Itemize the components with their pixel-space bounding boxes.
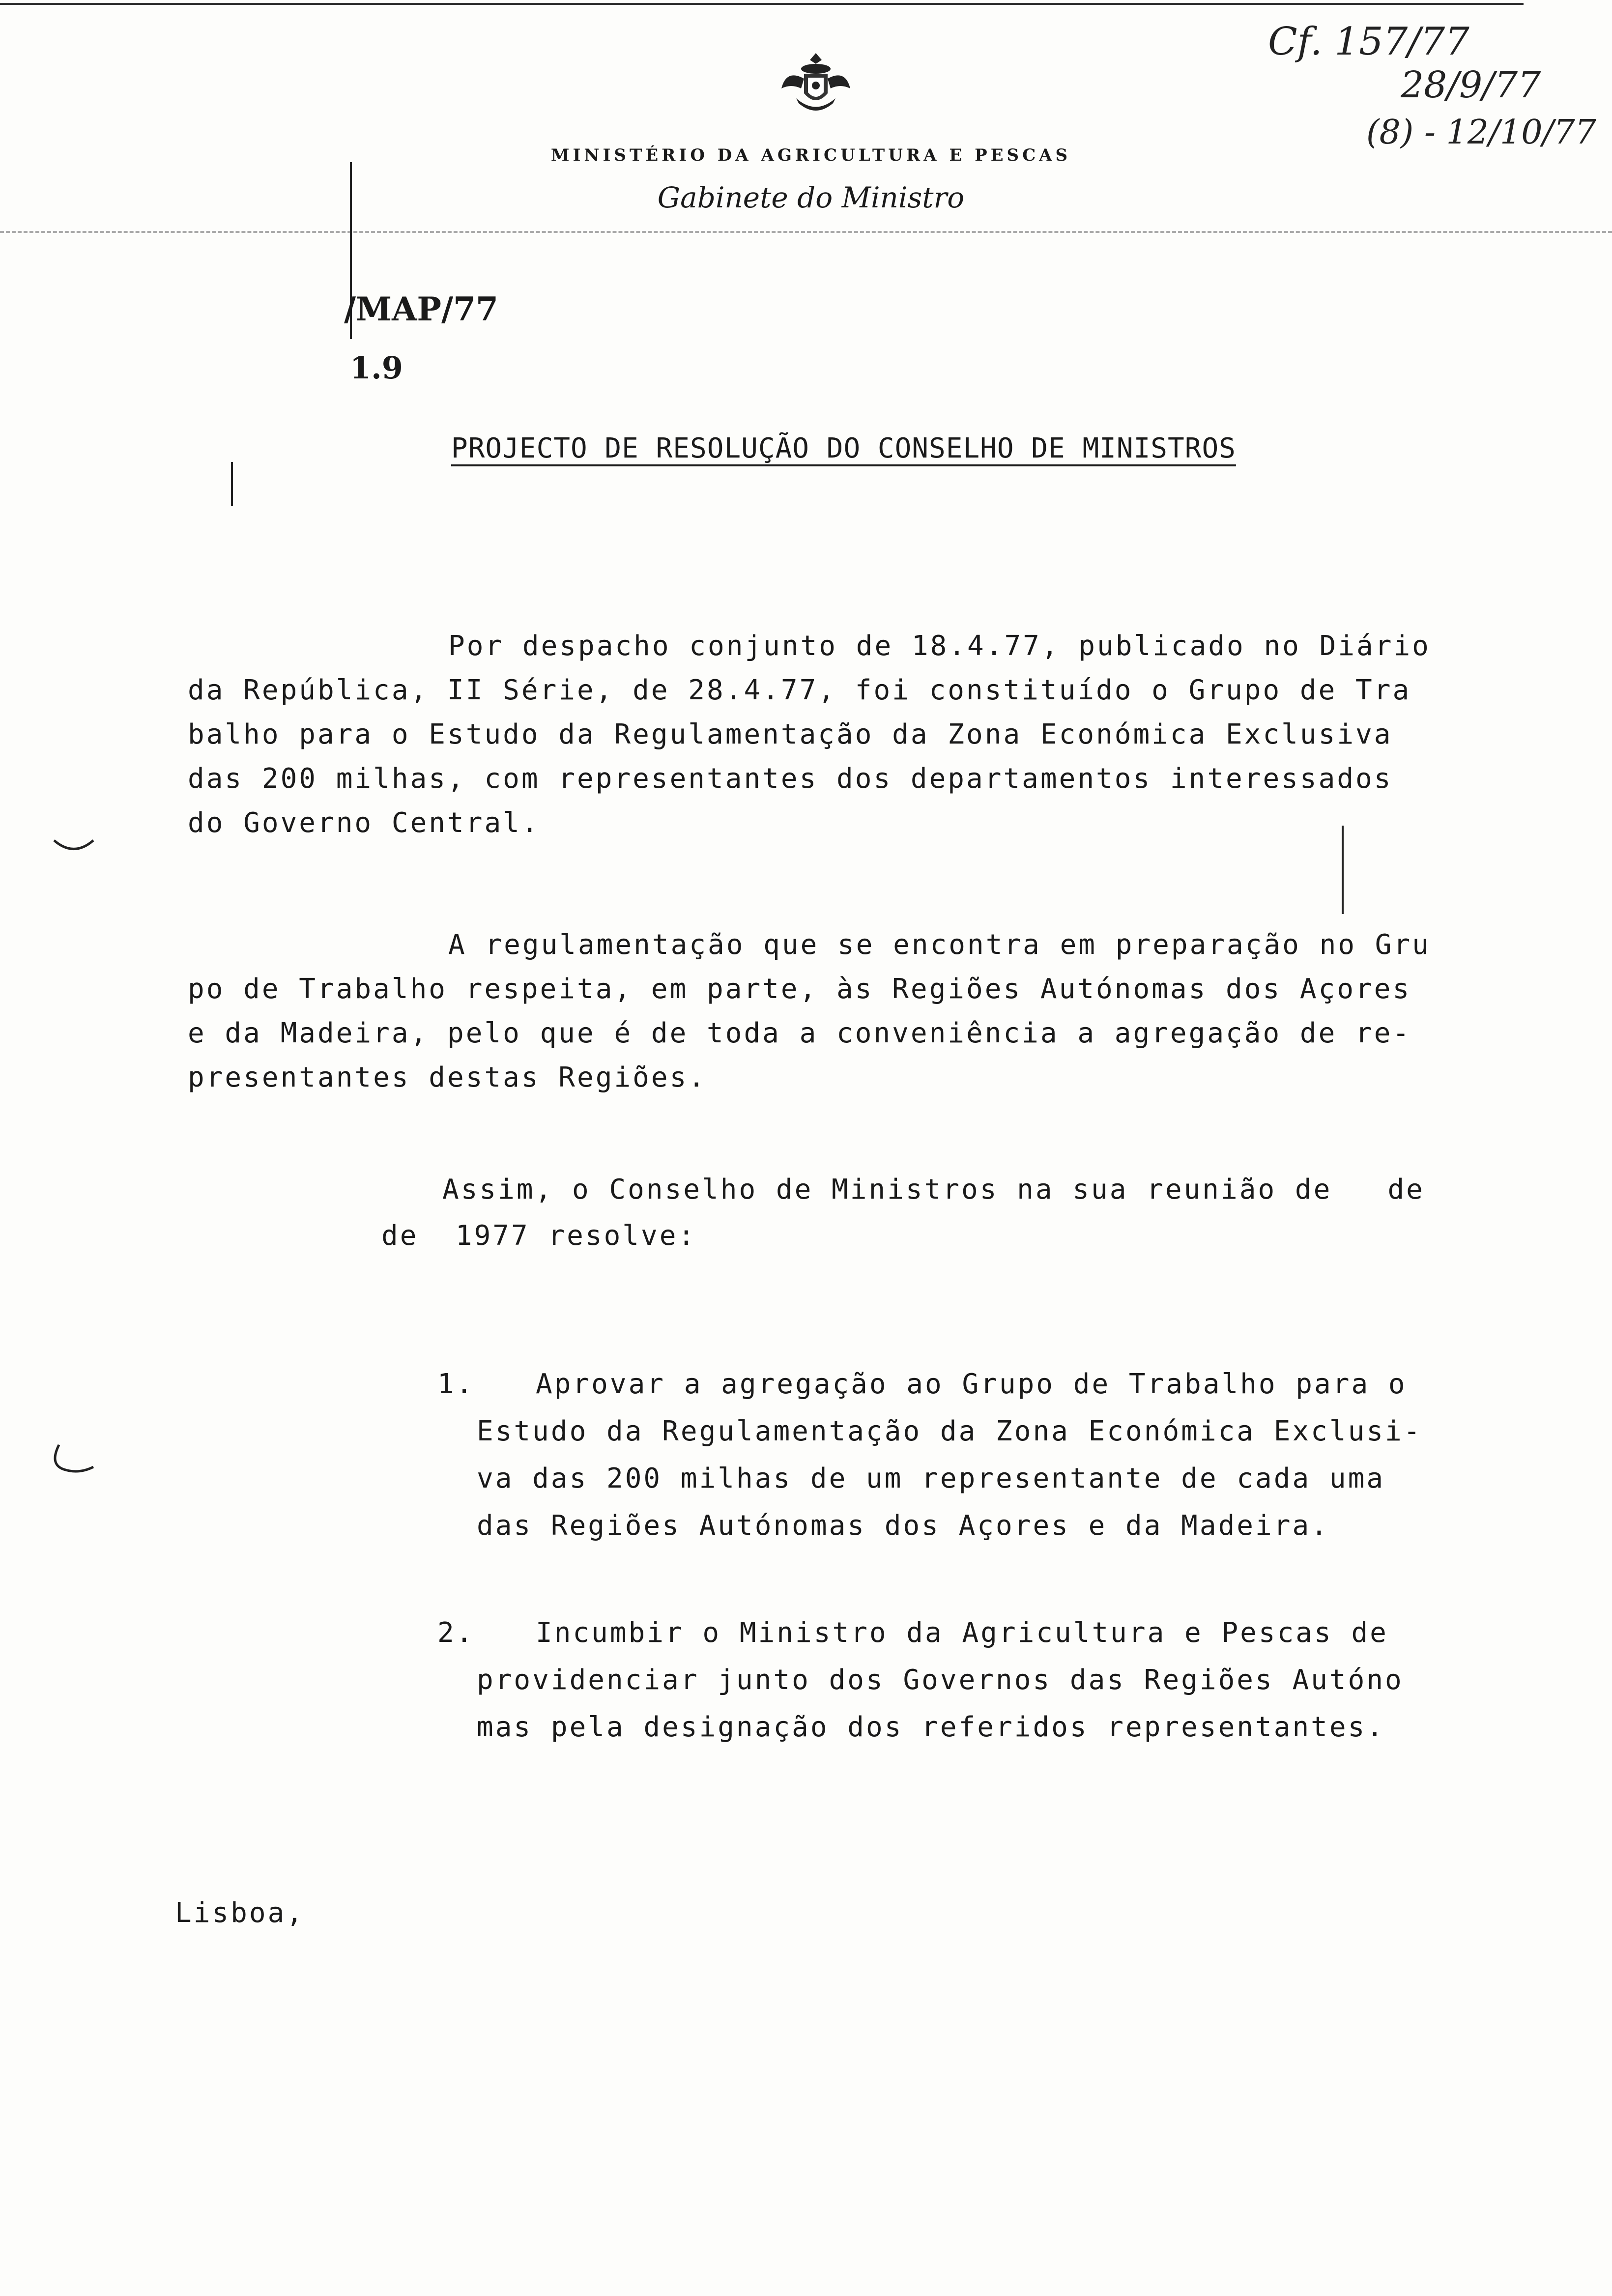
document-reference: /MAP/77	[344, 290, 498, 328]
ministry-name: MINISTÉRIO DA AGRICULTURA E PESCAS	[550, 145, 1071, 165]
list-item-line: Estudo da Regulamentação da Zona Económica Exclusi-	[477, 1415, 1422, 1447]
paragraph-line: do Governo Central.	[188, 807, 540, 839]
top-rule	[0, 3, 1524, 5]
paragraph-line: po de Trabalho respeita, em parte, às Regiões Autónomas dos Açores	[188, 973, 1411, 1005]
list-item-line: va das 200 milhas de um representante de cada uma	[477, 1463, 1385, 1494]
cabinet-name: Gabinete do Ministro	[657, 181, 965, 214]
handwritten-date: 28/9/77	[1401, 64, 1541, 106]
paragraph-line: das 200 milhas, com representantes dos departamentos interessados	[188, 763, 1393, 795]
paragraph-line: Assim, o Conselho de Ministros na sua reunião de de	[442, 1174, 1425, 1205]
paragraph-line: de 1977 resolve:	[381, 1220, 697, 1252]
margin-stroke	[231, 462, 233, 506]
paragraph-line: presentantes destas Regiões.	[188, 1062, 707, 1093]
list-item-number: 1.	[437, 1368, 475, 1400]
handwritten-stamp-date: (8) - 12/10/77	[1366, 113, 1596, 152]
margin-curve-icon	[49, 1440, 98, 1484]
paragraph-line: balho para o Estudo da Regulamentação da Zona Económica Exclusiva	[188, 718, 1393, 750]
list-item-number: 2.	[437, 1617, 475, 1649]
paragraph-line: da República, II Série, de 28.4.77, foi constituído o Grupo de Tra	[188, 674, 1411, 706]
document-subreference: 1.9	[350, 350, 403, 386]
list-item-line: providenciar junto dos Governos das Regiões Autóno	[477, 1664, 1404, 1696]
paragraph-line: Por despacho conjunto de 18.4.77, publicado no Diário	[448, 630, 1431, 662]
list-item-line: mas pela designação dos referidos representantes.	[477, 1711, 1385, 1743]
list-item-line: das Regiões Autónomas dos Açores e da Madeira.	[477, 1510, 1329, 1542]
paragraph-line: e da Madeira, pelo que é de toda a conveniência a agregação de re-	[188, 1017, 1411, 1049]
page-title: PROJECTO DE RESOLUÇÃO DO CONSELHO DE MINISTROS	[451, 432, 1236, 464]
margin-curve-icon	[49, 831, 98, 860]
margin-stroke	[1342, 826, 1344, 914]
coat-of-arms-icon	[777, 49, 855, 118]
list-item-line: Incumbir o Ministro da Agricultura e Pescas de	[536, 1617, 1388, 1649]
header-divider	[0, 231, 1612, 233]
handwritten-reference: Cf. 157/77	[1268, 20, 1469, 64]
paragraph-line: A regulamentação que se encontra em preparação no Gru	[448, 929, 1431, 961]
closing-place: Lisboa,	[175, 1897, 305, 1929]
list-item-line: Aprovar a agregação ao Grupo de Trabalho para o	[536, 1368, 1407, 1400]
